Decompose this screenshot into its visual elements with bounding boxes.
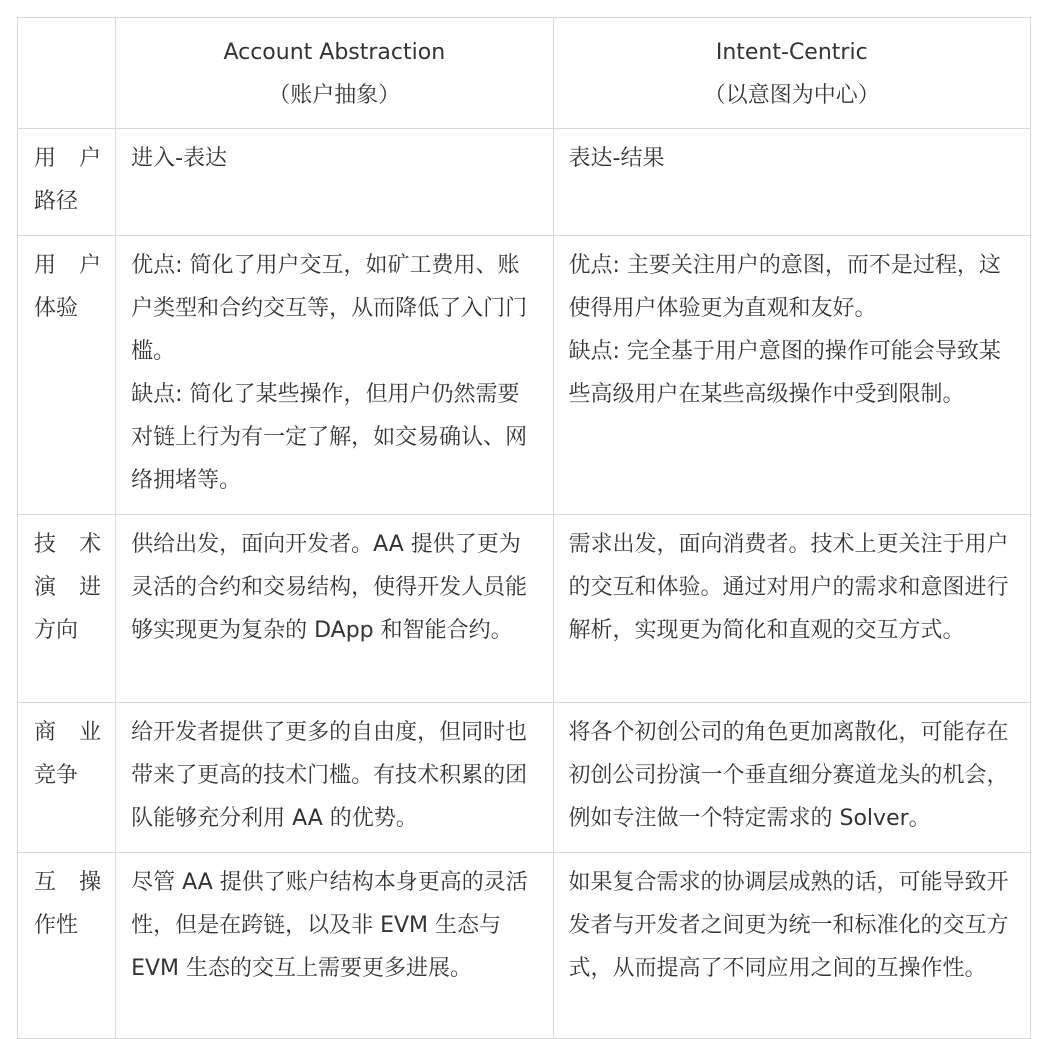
row-label-line: 作性	[34, 913, 79, 938]
row-label	[18, 129, 116, 236]
row-interoperability	[18, 853, 1031, 1039]
cell-intent-centric	[553, 515, 1030, 703]
row-label-line: 方向	[34, 618, 79, 643]
row-label-line: 体验	[34, 296, 79, 321]
header-title: Intent-Centric	[715, 40, 868, 65]
row-label-line: 商 业	[34, 720, 102, 745]
cell-paragraph: 进入-表达	[131, 146, 228, 171]
header-account-abstraction	[116, 18, 553, 129]
header-subtitle: （以意图为中心）	[703, 83, 880, 108]
row-label-line: 演 进	[34, 575, 102, 600]
cell-account-abstraction	[116, 236, 553, 515]
cell-paragraph: 给开发者提供了更多的自由度，但同时也带来了更高的技术门槛。有技术积累的团队能够充分利用 AA 的优势。	[131, 720, 528, 831]
cell-paragraph: 尽管 AA 提供了账户结构本身更高的灵活性，但是在跨链，以及非 EVM 生态与 EVM 生态的交互上需要更多进展。	[131, 870, 528, 981]
cell-paragraph: 缺点: 简化了某些操作，但用户仍然需要对链上行为有一定了解，如交易确认、网络拥堵等。	[131, 382, 528, 493]
cell-paragraph: 优点: 主要关注用户的意图，而不是过程，这使得用户体验更为直观和友好。	[568, 253, 1001, 321]
cell-paragraph: 表达-结果	[568, 146, 665, 171]
row-label	[18, 515, 116, 703]
cell-paragraph: 如果复合需求的协调层成熟的话，可能导致开发者与开发者之间更为统一和标准化的交互方式，从而提高了不同应用之间的互操作性。	[568, 870, 1009, 981]
cell-account-abstraction	[116, 703, 553, 853]
row-label-line: 互 操	[34, 870, 102, 895]
row-label-line: 路径	[34, 189, 79, 214]
cell-paragraph: 将各个初创公司的角色更加离散化，可能存在初创公司扮演一个垂直细分赛道龙头的机会，例如专注做一个特定需求的 Solver。	[568, 720, 1009, 831]
row-user-experience	[18, 236, 1031, 515]
cell-intent-centric	[553, 236, 1030, 515]
row-label	[18, 236, 116, 515]
header-subtitle: （账户抽象）	[268, 83, 401, 108]
cell-intent-centric	[553, 853, 1030, 1039]
header-title: Account Abstraction	[223, 40, 446, 65]
cell-paragraph: 需求出发，面向消费者。技术上更关注于用户的交互和体验。通过对用户的需求和意图进行解析，实现更为简化和直观的交互方式。	[568, 532, 1009, 643]
row-label	[18, 853, 116, 1039]
corner-cell	[18, 18, 116, 129]
row-label	[18, 703, 116, 853]
row-label-line: 技 术	[34, 532, 102, 557]
cell-account-abstraction	[116, 853, 553, 1039]
comparison-table	[17, 17, 1031, 1039]
header-row	[18, 18, 1031, 129]
header-intent-centric	[553, 18, 1030, 129]
cell-paragraph: 缺点: 完全基于用户意图的操作可能会导致某些高级用户在某些高级操作中受到限制。	[568, 339, 1001, 407]
cell-paragraph: 供给出发，面向开发者。AA 提供了更为灵活的合约和交易结构，使得开发人员能够实现更为复杂的 DApp 和智能合约。	[131, 532, 528, 643]
row-business-competition	[18, 703, 1031, 853]
cell-intent-centric	[553, 703, 1030, 853]
cell-account-abstraction	[116, 129, 553, 236]
cell-account-abstraction	[116, 515, 553, 703]
row-label-line: 用 户	[34, 146, 102, 171]
cell-paragraph: 优点: 简化了用户交互，如矿工费用、账户类型和合约交互等，从而降低了入门门槛。	[131, 253, 528, 364]
row-user-path	[18, 129, 1031, 236]
cell-intent-centric	[553, 129, 1030, 236]
row-label-line: 竞争	[34, 763, 79, 788]
row-label-line: 用 户	[34, 253, 102, 278]
row-tech-evolution	[18, 515, 1031, 703]
